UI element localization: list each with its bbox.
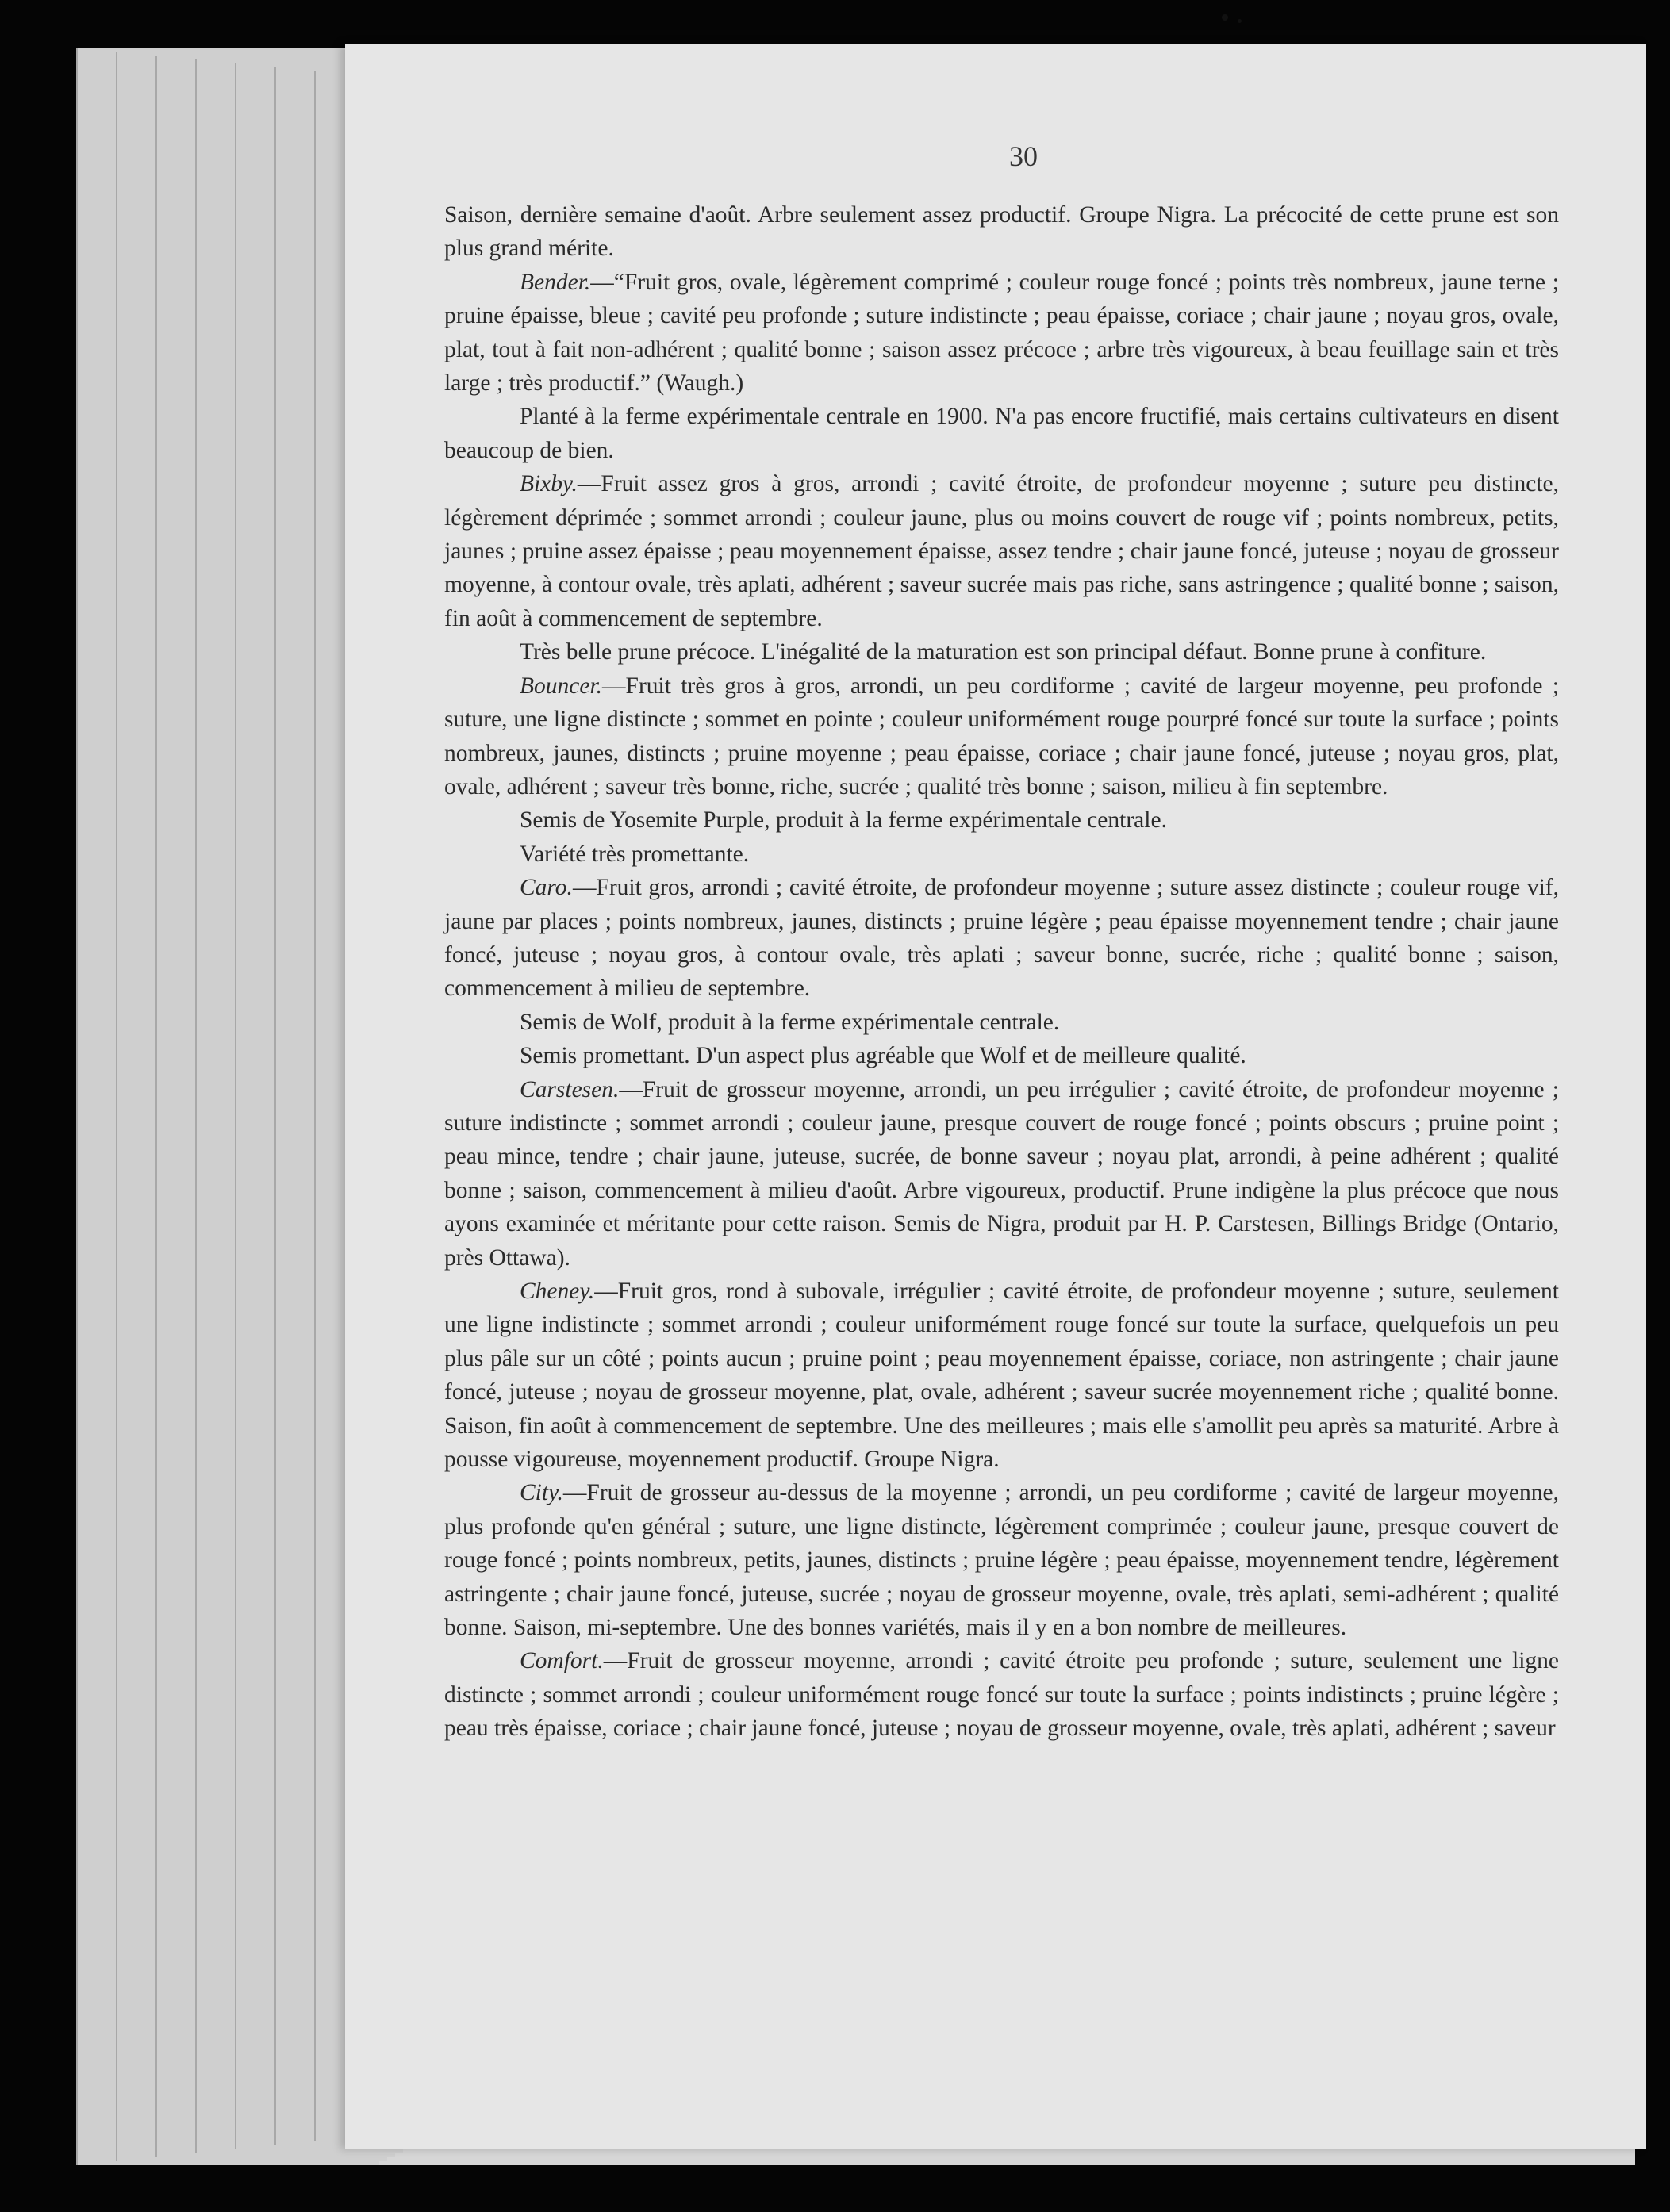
variety-name: Caro. — [520, 875, 573, 901]
paragraph — [444, 803, 1559, 837]
paragraph — [444, 669, 1559, 804]
paragraph-text: Semis de Yosemite Purple, produit à la ferme expérimentale centrale. — [520, 807, 1167, 834]
dust-speck — [1222, 14, 1228, 21]
paragraph — [444, 400, 1559, 467]
paragraph — [444, 1006, 1559, 1039]
paragraph-text: Semis promettant. D'un aspect plus agréable que Wolf et de meilleure qualité. — [520, 1043, 1246, 1069]
paragraph — [444, 1275, 1559, 1476]
paragraph-text: Saison, dernière semaine d'août. Arbre seulement assez productif. Groupe Nigra. La précocité de cette prune est son plus grand mérite. — [444, 202, 1559, 262]
paragraph — [444, 1039, 1559, 1072]
paragraph-text: Variété très promettante. — [520, 841, 750, 867]
paragraph — [444, 838, 1559, 871]
paragraph-text: —Fruit gros, rond à subovale, irrégulier ; cavité étroite, de profondeur moyenne ; suture, seulement une ligne indistincte ; sommet arrondi ; couleur uniformément rouge foncé sur toute la surface, quelquefois un peu plus pâle sur un côté ; points aucun ; pruine point ; peau moyennement épaisse, coriace, non astringente ; chair jaune foncé, juteuse ; noyau de grosseur moyenne, plat, ovale, adhérent ; saveur sucrée moyennement riche ; qualité bonne. Saison, fin août à commencement de septembre. Une des meilleures ; mais elle s'amollit peu après sa maturité. Arbre à pousse vigoureuse, moyennement productif. Groupe Nigra. — [444, 1279, 1559, 1473]
paragraph-text: —Fruit de grosseur moyenne, arrondi, un peu irrégulier ; cavité étroite, de profondeur moyenne ; suture indistincte ; sommet arrondi ; couleur jaune, presque couvert de rouge foncé ; points obscurs ; pruine point ; peau mince, tendre ; chair jaune, juteuse, sucrée, de bonne saveur ; noyau plat, arrondi, à peine adhérent ; qualité bonne ; saison, commencement à milieu d'août. Arbre vigoureux, productif. Prune indigène la plus précoce que nous ayons examinée et méritante pour cette raison. Semis de Nigra, produit par H. P. Carstesen, Billings Bridge (Ontario, près Ottawa). — [444, 1076, 1559, 1271]
paragraph-text: Très belle prune précoce. L'inégalité de la maturation est son principal défaut. Bonne prune à confiture. — [520, 639, 1487, 665]
page-number: 30 — [1009, 140, 1038, 172]
paragraph-text: Planté à la ferme expérimentale centrale en 1900. N'a pas encore fructifié, mais certains cultivateurs en disent beaucoup de bien. — [444, 404, 1559, 463]
paragraph — [444, 1644, 1559, 1745]
variety-name: City. — [520, 1480, 563, 1506]
paragraph — [444, 635, 1559, 669]
variety-name: Carstesen. — [520, 1076, 620, 1102]
paragraph-text: Semis de Wolf, produit à la ferme expérimentale centrale. — [520, 1009, 1060, 1035]
paragraph-text: —Fruit très gros à gros, arrondi, un peu cordiforme ; cavité de largeur moyenne, peu profonde ; suture, une ligne distincte ; sommet en pointe ; couleur uniformément rouge pourpré foncé sur toute la surface ; points nombreux, jaunes, distincts ; pruine moyenne ; peau épaisse, coriace ; chair jaune foncé, juteuse ; noyau gros, plat, ovale, adhérent ; saveur très bonne, riche, sucrée ; qualité très bonne ; saison, milieu à fin septembre. — [444, 673, 1559, 799]
paragraph — [444, 1476, 1559, 1644]
paragraph-text: —Fruit gros, arrondi ; cavité étroite, de profondeur moyenne ; suture assez distincte ; couleur rouge vif, jaune par places ; points nombreux, jaunes, distincts ; pruine légère ; peau épaisse moyennement tendre ; chair jaune foncé, juteuse ; noyau gros, à contour ovale, très aplati ; saveur bonne, sucrée, riche ; qualité bonne ; saison, commencement à milieu de septembre. — [444, 875, 1559, 1002]
paragraph-text: —Fruit de grosseur au-dessus de la moyenne ; arrondi, un peu cordiforme ; cavité de largeur moyenne, plus profonde qu'en général ; suture, une ligne distincte, légèrement comprimée ; couleur jaune, presque couvert de rouge foncé ; points nombreux, petits, jaunes, distincts ; pruine légère ; peau épaisse, moyennement tendre, légèrement astringente ; chair jaune foncé, juteuse, sucrée ; noyau de grosseur moyenne, ovale, très aplati, semi-adhérent ; qualité bonne. Saison, mi-septembre. Une des bonnes variétés, mais il y en a bon nombre de meilleures. — [444, 1480, 1559, 1641]
variety-name: Bixby. — [520, 471, 578, 497]
paragraph — [444, 266, 1559, 401]
paragraph — [444, 198, 1559, 266]
scan-border — [0, 0, 1670, 46]
paragraph-text: —Fruit de grosseur moyenne, arrondi ; cavité étroite peu profonde ; suture, seulement une ligne distincte ; sommet arrondi ; couleur uniformément rouge foncé sur toute la surface ; points indistincts ; pruine légère ; peau très épaisse, coriace ; chair jaune foncé, juteuse ; noyau de grosseur moyenne, ovale, très aplati, adhérent ; saveur — [444, 1648, 1559, 1742]
paragraph-text: —“Fruit gros, ovale, légèrement comprimé ; couleur rouge foncé ; points très nombreux, jaune terne ; pruine épaisse, bleue ; cavité peu profonde ; suture indistincte ; peau épaisse, coriace ; chair jaune ; noyau gros, ovale, plat, tout à fait non-adhérent ; qualité bonne ; saison assez précoce ; arbre très vigoureux, à beau feuillage sain et très large ; très productif.” (Waugh.) — [444, 269, 1559, 397]
dust-speck — [1238, 19, 1242, 23]
variety-name: Cheney. — [520, 1279, 595, 1304]
paragraph — [444, 871, 1559, 1006]
variety-name: Bouncer. — [520, 673, 603, 699]
paragraph — [444, 467, 1559, 635]
variety-name: Bender. — [520, 269, 591, 295]
body-text — [444, 198, 1559, 1746]
variety-name: Comfort. — [520, 1648, 604, 1674]
paragraph-text: —Fruit assez gros à gros, arrondi ; cavité étroite, de profondeur moyenne ; suture peu distincte, légèrement déprimée ; sommet arrondi ; couleur jaune, plus ou moins couvert de rouge vif ; points nombreux, petits, jaunes ; pruine assez épaisse ; peau moyennement épaisse, assez tendre ; chair jaune foncé, juteuse ; noyau de grosseur moyenne, à contour ovale, très aplati, adhérent ; saveur sucrée mais pas riche, sans astringence ; qualité bonne ; saison, fin août à commencement de septembre. — [444, 471, 1559, 631]
paragraph — [444, 1073, 1559, 1275]
